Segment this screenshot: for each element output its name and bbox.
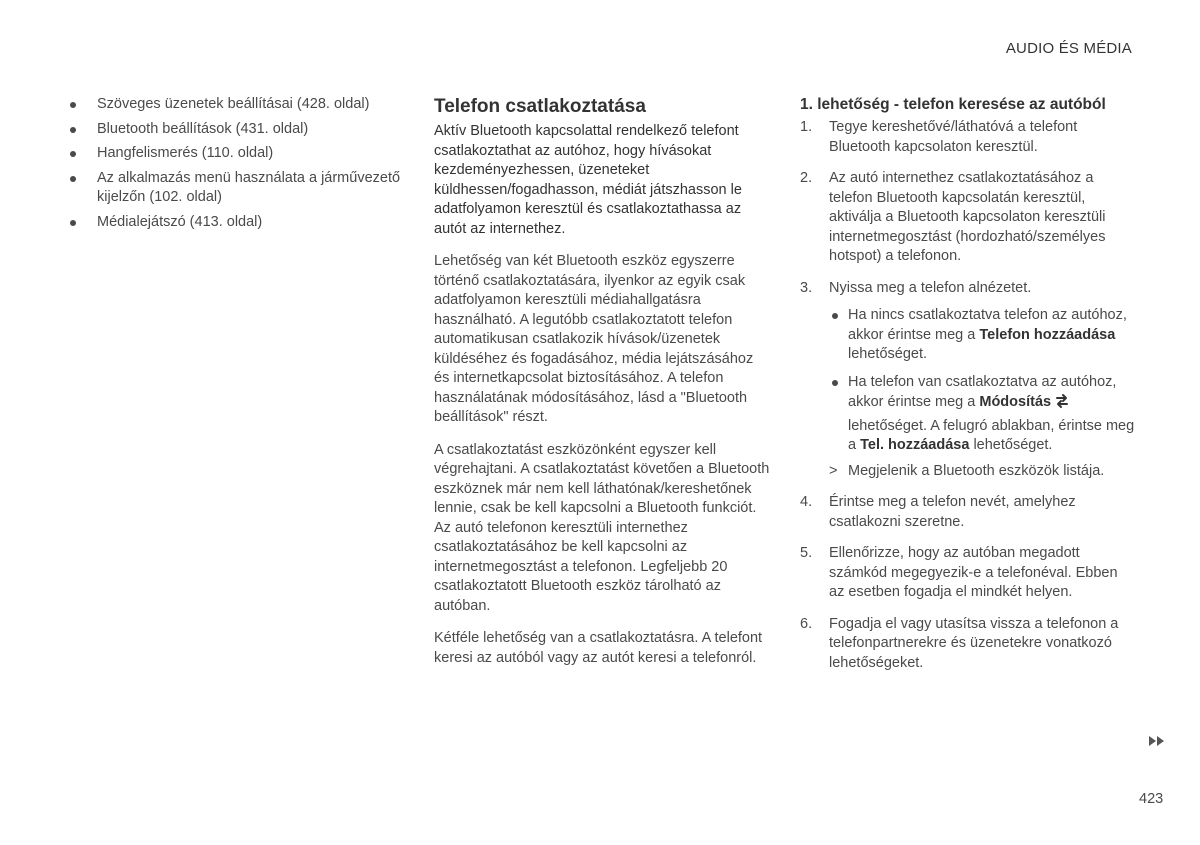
list-item-text: Szöveges üzenetek beállításai (428. oldal) [97,96,370,112]
list-item-text: Hangfelismerés (110. oldal) [97,145,274,161]
list-item [68,213,403,233]
sub-bullet [829,306,1136,365]
connect-phone-section [434,95,770,681]
list-item-text: Médialejátszó (413. oldal) [97,213,263,230]
bullet-icon [70,151,76,157]
bullet-icon [832,380,838,386]
body-paragraph: Lehetőség van két Bluetooth eszköz egyszerre történő csatlakoztatására, ilyenkor az egyik csak adatfolyamon keresztüli médiahallgatásra használható. A legutóbb csatlakoztatott telefon automatikusan csatlakozik hívások/üzenetek küldéséhez és fogadásához, média lejátszásához és internetkapcsolat biztosításához. A telefon használatának módosításához, lásd a "Bluetooth beállítások" részt. [434,253,754,425]
step-item [800,279,1136,482]
bullet-icon [70,220,76,226]
sub-bullet-text: lehetőséget. [848,346,928,362]
page-number: 423 [1139,791,1164,807]
list-item [68,169,403,208]
related-links-list [68,95,403,232]
related-links-column [68,95,403,237]
step-number: 4. [800,494,813,510]
step-text: Az autó internethez csatlakoztatásához a telefon Bluetooth kapcsolatán keresztül, aktiválja a Bluetooth kapcsolaton keresztüli internetmegosztást (hordozható/személyes hotspot) a telefonon. [829,170,1106,264]
bullet-icon [70,176,76,182]
step-item [800,169,1136,267]
sub-bullet-text: lehetőséget. [969,437,1053,453]
list-item-text: Az alkalmazás menü használata a járművezető kijelzőn (102. oldal) [97,169,401,205]
bullet-icon [70,102,76,108]
list-item-text: Bluetooth beállítások (431. oldal) [97,120,309,137]
step-item [800,493,1136,532]
body-paragraph: A csatlakoztatást eszközönként egyszer kell végrehajtani. A csatlakoztatást követően a Bluetooth eszköznek már nem kell láthatónak/kereshetőnek lennie, csak be kell kapcsolni a Bluetooth funkciót. Az autó telefonon keresztüli internethez csatlakoztatásához be kell kapcsolni az internetmegosztást a telefonon. Legfeljebb 20 csatlakoztatott Bluetooth eszköz tárolható az autóban. [434,441,770,614]
list-item [68,95,403,115]
step-text: Nyissa meg a telefon alnézetet. [829,279,1032,296]
result-marker: > [829,462,838,479]
sub-bullet-text: Ha nincs csatlakoztatva telefon az autóhoz, akkor érintse meg a [848,307,1127,343]
step-number: 3. [800,279,813,296]
step-item [800,615,1136,674]
step-number: 1. [800,119,813,135]
ui-label-add-tel: Tel. hozzáadása [860,437,970,453]
sub-bullet [829,373,1136,456]
bullet-icon [70,127,76,133]
step-text: Fogadja el vagy utasítsa vissza a telefonon a telefonpartnerekre és üzenetekre vonatkozó lehetőségeket. [829,615,1119,671]
sub-bullet-text: lehetőséget. A felugró ablakban, érintse meg a [848,417,1135,453]
ui-label-add-phone: Telefon hozzáadása [979,326,1116,343]
step-text: Érintse meg a telefon nevét, amelyhez csatlakozni szeretne. [829,494,1076,530]
page-header-title: AUDIO ÉS MÉDIA [1005,40,1132,57]
double-chevron-right-icon [1148,734,1166,752]
step-text: Ellenőrizze, hogy az autóban megadott számkód megegyezik-e a telefonéval. Ebben az esetben fogadja el mindkét helyen. [829,545,1118,600]
ui-label-modify: Módosítás [979,394,1052,410]
bullet-icon [832,313,838,319]
result-text: Megjelenik a Bluetooth eszközök listája. [848,462,1105,479]
sync-arrows-icon [1054,392,1070,417]
section-intro: Aktív Bluetooth kapcsolattal rendelkező telefont csatlakoztathat az autóhoz, hogy hívásokat kezdeményezhessen, üzeneteket küldhessen/fogadhasson, médiát játszhasson le adatfolyamon keresztül és csatlakoztathassa az autót az internethez. [434,123,742,237]
step-item [800,118,1136,157]
step-number: 6. [800,615,813,632]
list-item [68,120,403,140]
option-one-section [800,95,1136,685]
list-item [68,144,403,164]
subsection-title: 1. lehetőség - telefon keresése az autóból [800,96,1106,113]
step-text: Tegye kereshetővé/láthatóvá a telefont Bluetooth kapcsolaton keresztül. [829,119,1078,155]
step-result [829,462,1136,482]
step-number: 2. [800,170,813,186]
step-number: 5. [800,545,813,561]
sub-bullet-text: Ha telefon van csatlakoztatva az autóhoz, akkor érintse meg a [848,373,1117,410]
step-item [800,544,1136,603]
section-title: Telefon csatlakoztatása [434,96,646,117]
body-paragraph: Kétféle lehetőség van a csatlakoztatásra. A telefont keresi az autóból vagy az autót keresi a telefonról. [434,630,763,666]
